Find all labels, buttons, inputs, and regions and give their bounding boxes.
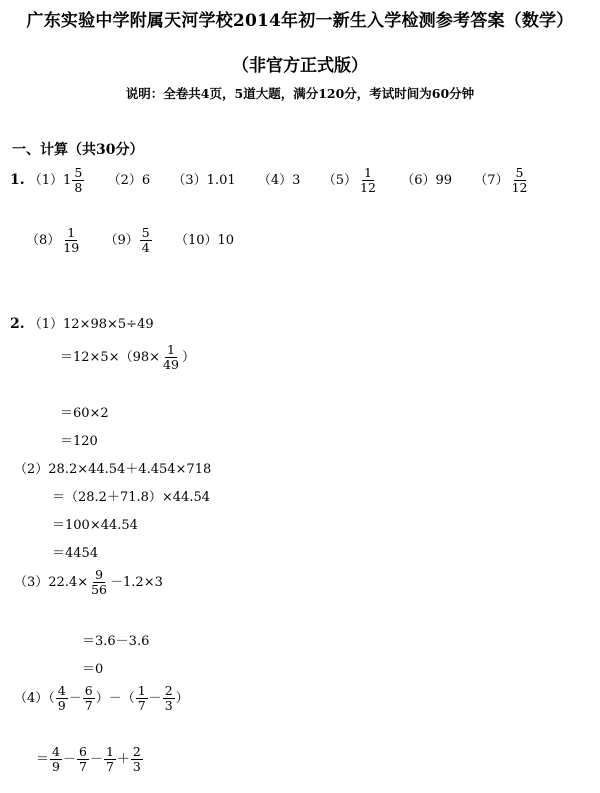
q1-a7-fraction — [510, 166, 530, 195]
q2-p4b-op-3: ＋ — [116, 751, 130, 767]
q1-row2 — [26, 226, 234, 255]
q2-p4-fraction-2 — [83, 684, 95, 713]
q2-p2-line3: ＝100×44.54 — [52, 518, 138, 533]
q2-p2-line4: ＝4454 — [52, 546, 99, 561]
q2-p2-line1: （2）28.2×44.54＋4.454×718 — [14, 462, 212, 477]
q2-p4b-fraction-2 — [77, 745, 89, 774]
q2-p4-fraction-1 — [56, 684, 68, 713]
q2-p1-expression: （1）12×98×5÷49 — [28, 317, 154, 332]
q2-p4-f1-denominator: 9 — [57, 697, 66, 713]
q2-p1-line2-pre: ＝12×5×（98× — [60, 349, 161, 365]
q1-a4: （4）3 — [257, 172, 301, 188]
q2-p2-line2: ＝（28.2＋71.8）×44.54 — [52, 490, 210, 505]
q2-p4-f4-numerator: 2 — [164, 683, 173, 698]
q2-p1-numerator: 1 — [167, 342, 175, 357]
q2-p3-denominator: 56 — [91, 581, 108, 597]
q1-a8-numerator: 1 — [67, 225, 76, 240]
q2-p3-line1-post: －1.2×3 — [110, 574, 163, 590]
q2-p4b-fraction-4 — [131, 745, 143, 774]
section-heading: 一、计算（共30分） — [12, 142, 144, 158]
q1-number: 1. — [10, 171, 25, 188]
q2-p1-line1 — [10, 313, 154, 332]
q2-p4b-f4-numerator: 2 — [132, 744, 141, 759]
q2-p4-f4-denominator: 3 — [164, 697, 173, 713]
q2-p4b-fraction-3 — [104, 745, 116, 774]
q2-p4-fraction-3 — [136, 684, 148, 713]
q1-a1-denominator: 8 — [74, 179, 83, 195]
q2-p4b-op-1: － — [62, 751, 76, 767]
q2-p4b-f3-denominator: 7 — [105, 758, 114, 774]
q1-a1-numerator: 5 — [74, 165, 83, 180]
q2-p4-f2-denominator: 7 — [84, 697, 93, 713]
q1-a9-label: （9） — [104, 232, 139, 248]
page-subtitle: （非官方正式版） — [232, 56, 368, 76]
exam-note: 说明：全卷共4页，5道大题，满分120分，考试时间为60分钟 — [125, 86, 475, 101]
q1-a8-label: （8） — [26, 232, 61, 248]
q1-a10: （10）10 — [174, 232, 235, 248]
q2-p4-line1 — [14, 684, 189, 713]
q2-p4b-f3-numerator: 1 — [105, 744, 114, 759]
q2-p4-minus-2: － — [148, 690, 162, 706]
q2-p4-fraction-4 — [163, 684, 175, 713]
q2-p4b-f2-numerator: 6 — [78, 744, 87, 759]
q1-a5-denominator: 12 — [360, 179, 376, 195]
q1-a3: （3）1.01 — [172, 172, 236, 188]
q2-p3-numerator: 9 — [95, 567, 104, 582]
q1-a2: （2）6 — [107, 172, 151, 188]
q2-p4-label: （4）（ — [14, 690, 55, 706]
q2-p3-fraction — [89, 568, 109, 597]
q1-a9-denominator: 4 — [141, 239, 150, 255]
q2-p4-f3-numerator: 1 — [137, 683, 146, 698]
q1-a8-denominator: 19 — [63, 239, 80, 255]
q1-a9-fraction — [140, 226, 152, 255]
q1-a5-label: （5） — [322, 172, 357, 188]
q2-p4b-equals: ＝ — [36, 751, 50, 767]
q2-p4-close: ） — [175, 690, 189, 706]
q2-p3-line1-pre: （3）22.4× — [14, 574, 89, 590]
q2-p4b-f1-denominator: 9 — [52, 758, 60, 774]
q1-a6: （6）99 — [401, 172, 453, 188]
q2-p1-line2 — [60, 343, 195, 372]
q1-row1 — [10, 166, 530, 195]
q2-p4-minus-1: － — [68, 690, 82, 706]
q2-p4-line2 — [36, 745, 144, 774]
q1-a1-fraction — [72, 166, 84, 195]
q1-a1-whole: 1 — [63, 172, 72, 188]
q2-number: 2. — [10, 316, 25, 332]
q2-p4-mid: ）－（ — [95, 690, 135, 706]
q2-p4b-op-2: － — [89, 751, 103, 767]
q2-p1-line4: ＝120 — [60, 434, 98, 449]
q2-p4b-fraction-1 — [50, 745, 62, 774]
q1-a7-numerator: 5 — [515, 165, 524, 180]
q2-p3-line1 — [14, 568, 163, 597]
q2-p4-f1-numerator: 4 — [57, 683, 66, 698]
q2-p4b-f2-denominator: 7 — [78, 758, 87, 774]
q2-p3-line3: ＝0 — [82, 662, 104, 677]
q2-p1-line2-post: ） — [181, 349, 195, 365]
q2-p1-fraction — [161, 343, 181, 372]
q1-a5-fraction — [358, 166, 378, 195]
q1-a7-label: （7） — [474, 172, 509, 188]
q2-p4b-f4-denominator: 3 — [132, 758, 141, 774]
q2-p1-denominator: 49 — [163, 356, 179, 372]
q2-p4-f2-numerator: 6 — [84, 683, 93, 698]
q1-a8-fraction — [61, 226, 81, 255]
q2-p1-line3: ＝60×2 — [60, 406, 109, 421]
q2-p4b-f1-numerator: 4 — [52, 744, 60, 759]
q1-a5-numerator: 1 — [363, 165, 372, 180]
page-title: 广东实验中学附属天河学校2014年初一新生入学检测参考答案（数学） — [26, 11, 574, 31]
q1-a7-denominator: 12 — [511, 179, 528, 195]
q2-p4-f3-denominator: 7 — [137, 697, 146, 713]
q1-a9-numerator: 5 — [141, 225, 150, 240]
q1-a1-label: （1） — [28, 172, 64, 188]
q2-p3-line2: ＝3.6－3.6 — [82, 634, 150, 649]
